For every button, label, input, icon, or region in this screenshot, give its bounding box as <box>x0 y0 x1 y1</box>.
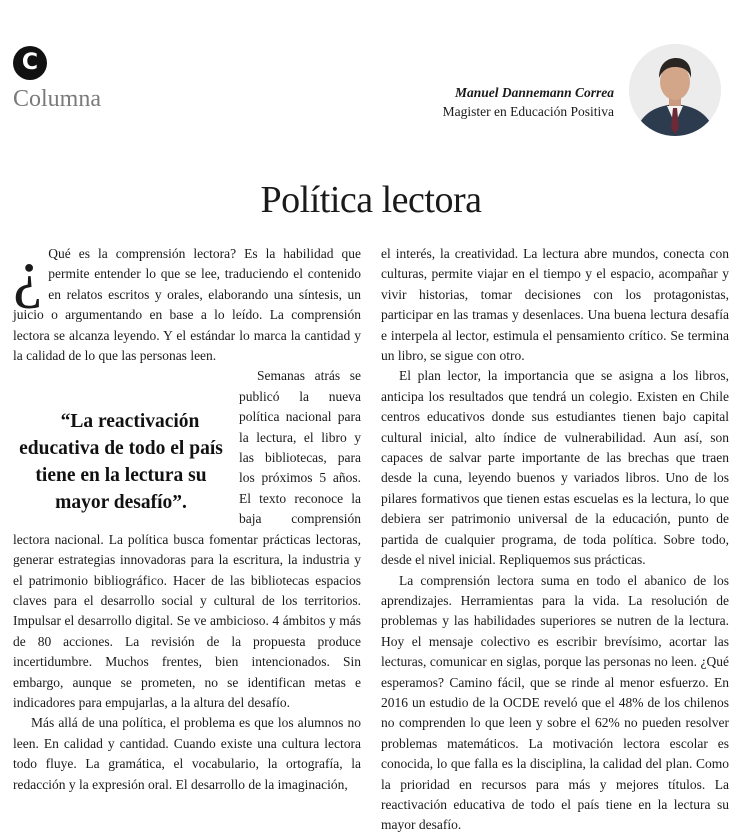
author-block <box>443 83 614 121</box>
article-column-left <box>13 237 361 795</box>
paragraph <box>13 366 361 713</box>
paragraph <box>13 237 361 366</box>
article-title: Política lectora <box>260 179 482 221</box>
paragraph: La comprensión lectora suma en todo el abanico de los aprendizajes. Herramientas para la vida. La resolución de problemas y las habilidades superiores se nutren de la lectura. Hoy el mensaje colectivo es escribir brevísimo, acortar las lecturas, comunicar en siglas, porque las personas no leen. ¿Qué esperamos? Camino fácil, que se rinde al menor esfuerzo. En 2016 un estudio de la OCDE reveló que el 48% de los chilenos no comprenden lo que leen y sobre el 62% no pueden resolver problemas matemáticos. La motivación lectora escolar es conocida, lo que falla es la disciplina, la calidad del plan. Como la prioridad en recursos para más y mejores títulos. La reactivación educativa de todo el país tiene en la lectura su mayor desafío. <box>381 572 729 833</box>
paragraph: el interés, la creatividad. La lectura abre mundos, conecta con culturas, permite viajar en el tiempo y el espacio, acompañar y vivir historias, tomar decisiones con los protagonistas, participar en las tramas y desenlaces. Una buena lectura desafía e interpela al lector, estimula el pensamiento crítico. Se termina un libro, se sigue con otro. <box>381 246 729 364</box>
paragraph-text: Qué es la comprensión lectora? Es la habilidad que permite entender lo que se lee, traduciendo el contenido en relatos escritos y orales, elaborando una síntesis, un juicio o argumentando en base a lo leído. La comprensión lectora se alcanza leyendo. Y el estándar lo marca la cantidad y la calidad de lo que las personas leen. <box>13 246 361 364</box>
article-column-right <box>381 244 729 836</box>
drop-cap: ¿ <box>13 237 43 310</box>
paragraph: El plan lector, la importancia que se asigna a los libros, anticipa los resultados que tendrá un colegio. Existen en Chile centros educativos donde sus estudiantes tienen bajo capital cultural inicial, alto índice de vulnerabilidad. Aun así, son capaces de salvar parte importante de las brechas que traen desde la cuna, leyendo buenos y variados libros. Uno de los pilares formativos que tienen estas escuelas es la lectura, lo que debiera ser patrimonio universal de la educación, punto de partida de cualquier programa, de toda política. Sobre todo, desde el nivel inicial. Repliquemos sus prácticas. <box>381 368 729 568</box>
paragraph-text: Semanas atrás se publicó la nueva política nacional para la lectura, el libro y las bibliotecas, para los próximos 5 años. El texto reconoce la baja comprensión lectora nacional. La política busca fomentar prácticas lectoras, generar estrategias innovadoras para la escritura, la industria y el patrimonio bibliográfico. Hacer de las bibliotecas espacios claves para el desarrollo social y cultural de los territorios. Impulsar el desarrollo digital. Se ve ambicioso. 4 ámbitos y más de 80 acciones. La revisión de la propuesta produce incertidumbre. Muchos frentes, bien intencionados. Sin embargo, aunque se prometen, no se identifican metas e indicadores para empujarlas, a la altura del desafío. <box>13 368 361 710</box>
pull-quote: “La reactivación educativa de todo el país tiene en la lectura su mayor desafío”. <box>19 411 223 514</box>
author-portrait-icon <box>629 44 721 136</box>
author-role: Magister en Educación Positiva <box>442 104 614 119</box>
author-photo <box>629 44 721 136</box>
author-name: Manuel Dannemann Correa <box>454 85 614 100</box>
paragraph: Más allá de una política, el problema es que los alumnos no leen. En calidad y cantidad. Cuando existe una cultura lectora todo fluye. La gramática, el vocabulario, la ortografía, la redacción y la expresión oral. El desarrollo de la imaginación, <box>13 715 361 792</box>
column-badge: C <box>13 46 47 80</box>
section-label: Columna <box>13 86 101 112</box>
